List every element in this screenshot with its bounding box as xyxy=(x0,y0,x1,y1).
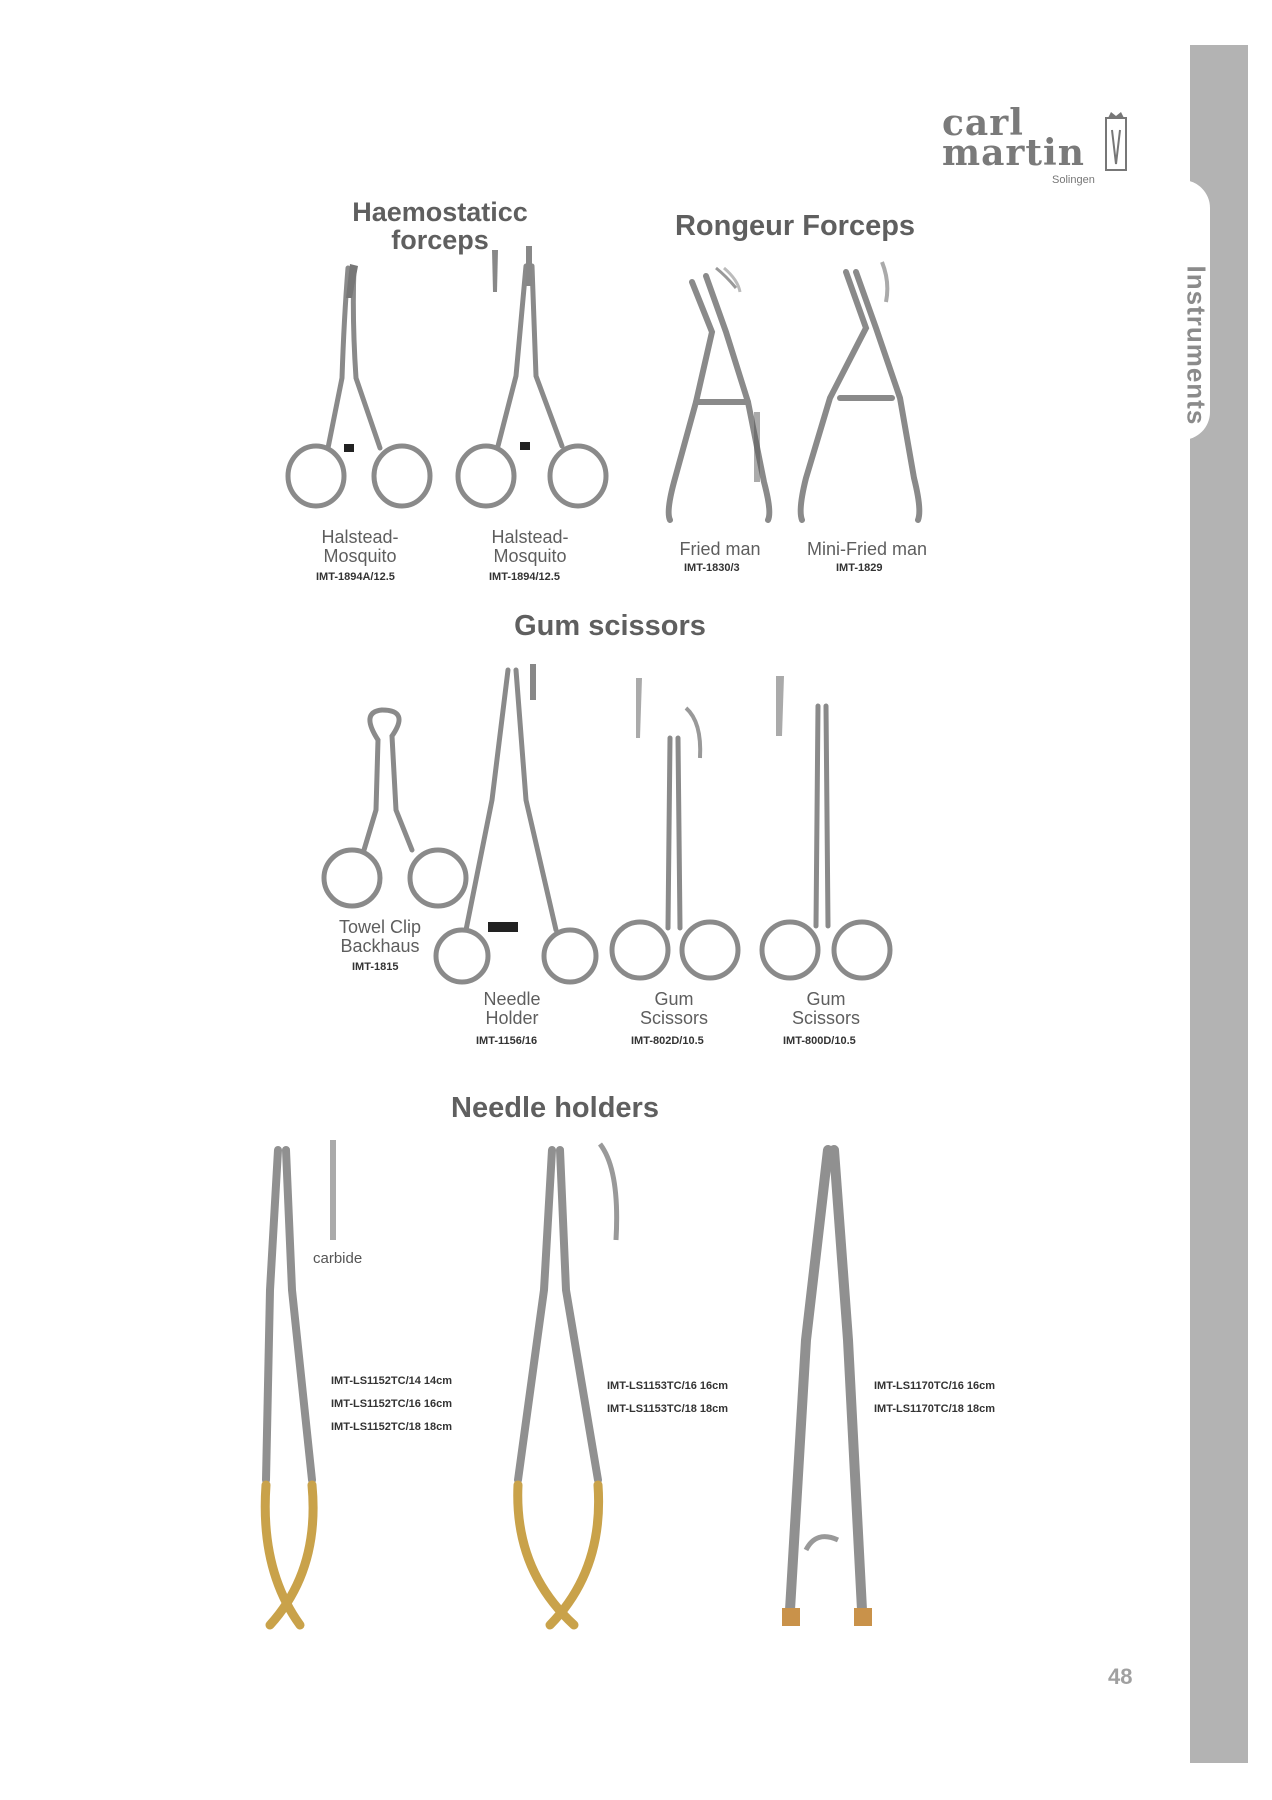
haemostatic-item-2-code: IMT-1894/12.5 xyxy=(489,571,560,583)
crown-icon xyxy=(1104,110,1128,172)
needle-holders-title: Needle holders xyxy=(451,1092,659,1124)
gum-item-1-name-line1: Towel Clip xyxy=(338,917,422,937)
needle-holder-group-2-codes xyxy=(607,1375,728,1421)
haemostatic-title-line2: forceps xyxy=(391,225,489,255)
needle-holder-code: IMT-LS1153TC/18 18cm xyxy=(607,1403,729,1415)
rongeur-item-2-code: IMT-1829 xyxy=(836,562,883,574)
halstead-mosquito-image-1 xyxy=(284,258,434,518)
haemostatic-item-1-name-line1: Halstead- xyxy=(321,527,399,547)
side-tab-label: Instruments xyxy=(1181,265,1212,426)
logo-line2: martin xyxy=(942,132,1085,174)
rongeur-item-1-code: IMT-1830/3 xyxy=(684,562,740,574)
rongeur-item-1-name: Fried man xyxy=(679,539,761,559)
halstead-mosquito-image-2 xyxy=(452,246,612,518)
gum-item-2-code: IMT-1156/16 xyxy=(476,1035,538,1047)
gum-item-2-name-line1: Needle xyxy=(483,989,541,1009)
haemostatic-item-2-name-line2: Mosquito xyxy=(493,546,567,566)
logo-sub: Solingen xyxy=(1052,174,1095,186)
haemostatic-caption-1 xyxy=(300,528,420,566)
gum-item-4-name-line2: Scissors xyxy=(791,1008,860,1028)
gum-item-2-name-line2: Holder xyxy=(485,1008,539,1028)
carbide-label: carbide xyxy=(313,1250,363,1267)
page-number: 48 xyxy=(1108,1664,1133,1689)
needle-holder-code: IMT-LS1152TC/14 14cm xyxy=(331,1375,453,1387)
needle-holder-image xyxy=(432,660,602,990)
haemostatic-item-2-name-line1: Halstead- xyxy=(491,527,569,547)
needle-holder-group-1-codes xyxy=(331,1370,452,1439)
haemostatic-caption-2 xyxy=(470,528,590,566)
gum-title: Gum scissors xyxy=(514,610,706,642)
needle-holder-code: IMT-LS1170TC/16 16cm xyxy=(874,1380,996,1392)
haemostatic-item-1-code: IMT-1894A/12.5 xyxy=(316,571,395,583)
gum-scissors-image-2 xyxy=(756,676,896,988)
gum-item-4-code: IMT-800D/10.5 xyxy=(783,1035,856,1047)
needle-holder-ls1170-image xyxy=(776,1140,886,1630)
rongeur-title: Rongeur Forceps xyxy=(674,210,916,242)
gum-item-3-name-line1: Gum xyxy=(654,989,694,1009)
gum-item-3-name-line2: Scissors xyxy=(639,1008,708,1028)
needle-holder-group-3-codes xyxy=(874,1375,995,1421)
brand-logo xyxy=(942,102,1134,196)
gum-item-1-name-line2: Backhaus xyxy=(340,936,420,956)
gum-caption-3 xyxy=(614,990,734,1028)
gum-caption-2 xyxy=(452,990,572,1028)
needle-holder-code: IMT-LS1153TC/16 16cm xyxy=(607,1380,729,1392)
needle-holder-code: IMT-LS1152TC/16 16cm xyxy=(331,1398,453,1410)
haemostatic-item-1-name-line2: Mosquito xyxy=(323,546,397,566)
needle-holder-code: IMT-LS1152TC/18 18cm xyxy=(331,1421,453,1433)
rongeur-item-2-name: Mini-Fried man xyxy=(806,539,928,559)
needle-holder-code: IMT-LS1170TC/18 18cm xyxy=(874,1403,996,1415)
fried-man-image xyxy=(656,262,796,532)
mini-fried-man-image xyxy=(790,258,940,532)
gum-item-4-name-line1: Gum xyxy=(806,989,846,1009)
gum-item-3-code: IMT-802D/10.5 xyxy=(631,1035,704,1047)
logo-line1: carl xyxy=(942,102,1024,144)
gum-caption-4 xyxy=(766,990,886,1028)
gum-scissors-image-1 xyxy=(606,678,746,988)
haemostatic-title-line1: Haemostaticc xyxy=(352,197,528,227)
gum-item-1-code: IMT-1815 xyxy=(352,961,399,973)
gum-caption-1 xyxy=(320,918,440,956)
